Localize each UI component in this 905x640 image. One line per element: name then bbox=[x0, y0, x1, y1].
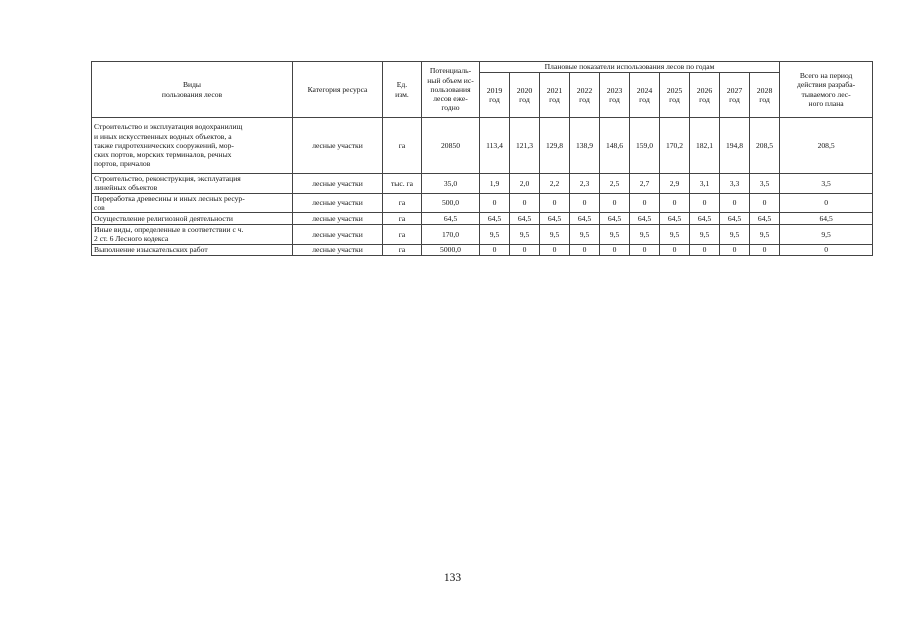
header-year-label: год bbox=[519, 95, 530, 104]
row-name-line: Выполнение изыскательских работ bbox=[94, 244, 208, 254]
header-year-number: 2026 bbox=[696, 85, 713, 95]
row-year-value: 0 bbox=[600, 244, 630, 255]
row-year-value: 208,5 bbox=[750, 118, 780, 174]
row-total: 3,5 bbox=[780, 174, 873, 194]
header-total-line: тываемого лес- bbox=[801, 89, 851, 99]
row-year-value: 0 bbox=[480, 244, 510, 255]
row-year-value: 0 bbox=[720, 193, 750, 213]
header-potential-line: лесов ежe- bbox=[433, 94, 468, 104]
row-year-value: 0 bbox=[630, 244, 660, 255]
header-year bbox=[690, 73, 720, 118]
row-year-value: 9,5 bbox=[750, 225, 780, 245]
header-total-line: действия разраба- bbox=[797, 80, 856, 90]
header-total-line: ного плана bbox=[808, 98, 844, 108]
row-name bbox=[92, 118, 293, 174]
row-year-value: 3,3 bbox=[720, 174, 750, 194]
row-year-value: 0 bbox=[660, 244, 690, 255]
header-year-label: год bbox=[759, 95, 770, 104]
row-name-line: также гидротехнических сооружений, мор- bbox=[94, 140, 234, 150]
header-year-number: 2020 bbox=[516, 85, 533, 95]
row-year-value: 64,5 bbox=[750, 213, 780, 225]
row-unit: га bbox=[383, 244, 422, 255]
header-year-number: 2019 bbox=[486, 85, 503, 95]
row-year-value: 0 bbox=[690, 244, 720, 255]
header-year bbox=[510, 73, 540, 118]
header-type-line: Виды bbox=[182, 80, 202, 90]
row-year-value: 148,6 bbox=[600, 118, 630, 174]
row-category: лесные участки bbox=[293, 213, 383, 225]
row-year-value: 2,0 bbox=[510, 174, 540, 194]
row-total: 0 bbox=[780, 244, 873, 255]
row-year-value: 0 bbox=[690, 193, 720, 213]
row-category: лесные участки bbox=[293, 174, 383, 194]
row-year-value: 194,8 bbox=[720, 118, 750, 174]
table-row bbox=[92, 225, 873, 245]
row-year-value: 0 bbox=[750, 193, 780, 213]
header-year bbox=[480, 73, 510, 118]
row-year-value: 64,5 bbox=[630, 213, 660, 225]
row-year-value: 0 bbox=[540, 244, 570, 255]
table-row bbox=[92, 118, 873, 174]
header-year-label: год bbox=[609, 95, 620, 104]
header-potential bbox=[422, 62, 480, 118]
header-year-label: год bbox=[579, 95, 590, 104]
row-name-line: 2 ст. 6 Лесного кодекса bbox=[94, 234, 169, 244]
header-unit-line: изм. bbox=[395, 89, 409, 99]
row-name-line: Переработка древесины и иных лесных ресур- bbox=[94, 193, 245, 203]
header-year bbox=[720, 73, 750, 118]
header-year-label: год bbox=[549, 95, 560, 104]
row-year-value: 9,5 bbox=[720, 225, 750, 245]
row-unit: га bbox=[383, 193, 422, 213]
row-year-value: 113,4 bbox=[480, 118, 510, 174]
row-unit: га bbox=[383, 225, 422, 245]
row-year-value: 64,5 bbox=[690, 213, 720, 225]
row-year-value: 182,1 bbox=[690, 118, 720, 174]
row-year-value: 9,5 bbox=[630, 225, 660, 245]
row-potential: 64,5 bbox=[422, 213, 480, 225]
row-year-value: 0 bbox=[720, 244, 750, 255]
row-unit: тыс. га bbox=[383, 174, 422, 194]
row-year-value: 0 bbox=[660, 193, 690, 213]
row-name-line: Строительство и эксплуатация водохранилищ bbox=[94, 122, 243, 132]
header-year-number: 2025 bbox=[666, 85, 683, 95]
header-year-label: год bbox=[729, 95, 740, 104]
row-year-value: 64,5 bbox=[600, 213, 630, 225]
header-unit-line: Ед. bbox=[396, 80, 408, 90]
row-total: 208,5 bbox=[780, 118, 873, 174]
row-name bbox=[92, 244, 293, 255]
row-year-value: 64,5 bbox=[660, 213, 690, 225]
header-year bbox=[600, 73, 630, 118]
header-year-number: 2021 bbox=[546, 85, 563, 95]
row-year-value: 2,5 bbox=[600, 174, 630, 194]
table-row bbox=[92, 244, 873, 255]
row-name-line: портов, причалов bbox=[94, 159, 151, 169]
row-year-value: 64,5 bbox=[480, 213, 510, 225]
header-category: Категория ресурса bbox=[293, 62, 383, 118]
row-year-value: 2,7 bbox=[630, 174, 660, 194]
header-potential-line: годно bbox=[441, 103, 460, 113]
row-year-value: 121,3 bbox=[510, 118, 540, 174]
row-total: 9,5 bbox=[780, 225, 873, 245]
header-potential-line: ный объем ис- bbox=[427, 75, 474, 85]
row-name bbox=[92, 193, 293, 213]
header-year-label: год bbox=[639, 95, 650, 104]
row-year-value: 0 bbox=[480, 193, 510, 213]
row-name-line: ских портов, морских терминалов, речных bbox=[94, 150, 232, 160]
page-number: 133 bbox=[443, 572, 462, 584]
row-year-value: 64,5 bbox=[720, 213, 750, 225]
row-year-value: 64,5 bbox=[570, 213, 600, 225]
row-year-value: 3,1 bbox=[690, 174, 720, 194]
row-year-value: 9,5 bbox=[690, 225, 720, 245]
header-year-number: 2027 bbox=[726, 85, 743, 95]
header-potential-line: пользования bbox=[430, 84, 471, 94]
header-year-number: 2023 bbox=[606, 85, 623, 95]
table-row bbox=[92, 193, 873, 213]
row-potential: 500,0 bbox=[422, 193, 480, 213]
row-category: лесные участки bbox=[293, 193, 383, 213]
row-year-value: 0 bbox=[510, 244, 540, 255]
row-category: лесные участки bbox=[293, 118, 383, 174]
row-potential: 5000,0 bbox=[422, 244, 480, 255]
header-total-line: Всего на период bbox=[799, 71, 853, 80]
row-unit: га bbox=[383, 118, 422, 174]
header-type-line: пользования лесов bbox=[161, 89, 223, 99]
row-unit: га bbox=[383, 213, 422, 225]
forest-use-table bbox=[91, 61, 873, 256]
row-year-value: 2,3 bbox=[570, 174, 600, 194]
row-potential: 35,0 bbox=[422, 174, 480, 194]
row-year-value: 2,2 bbox=[540, 174, 570, 194]
row-year-value: 159,0 bbox=[630, 118, 660, 174]
row-year-value: 0 bbox=[570, 244, 600, 255]
row-year-value: 64,5 bbox=[540, 213, 570, 225]
row-name bbox=[92, 213, 293, 225]
header-total bbox=[780, 62, 873, 118]
header-year-label: год bbox=[699, 95, 710, 104]
header-year-label: год bbox=[489, 95, 500, 104]
row-category: лесные участки bbox=[293, 244, 383, 255]
header-year-number: 2024 bbox=[636, 85, 653, 95]
row-year-value: 0 bbox=[750, 244, 780, 255]
row-year-value: 9,5 bbox=[660, 225, 690, 245]
table-row bbox=[92, 213, 873, 225]
row-name-line: линейных объектов bbox=[94, 183, 158, 193]
row-name bbox=[92, 174, 293, 194]
row-year-value: 0 bbox=[540, 193, 570, 213]
row-name-line: Осуществление религиозной деятельности bbox=[94, 213, 233, 223]
header-year-number: 2022 bbox=[576, 85, 593, 95]
header-year bbox=[630, 73, 660, 118]
header-type bbox=[92, 62, 293, 118]
row-name-line: Строительство, реконструкция, эксплуатация bbox=[94, 174, 241, 183]
header-year bbox=[660, 73, 690, 118]
row-year-value: 9,5 bbox=[570, 225, 600, 245]
row-year-value: 1,9 bbox=[480, 174, 510, 194]
row-year-value: 9,5 bbox=[510, 225, 540, 245]
row-potential: 170,0 bbox=[422, 225, 480, 245]
row-year-value: 0 bbox=[630, 193, 660, 213]
row-total: 64,5 bbox=[780, 213, 873, 225]
row-year-value: 0 bbox=[570, 193, 600, 213]
row-year-value: 2,9 bbox=[660, 174, 690, 194]
row-year-value: 0 bbox=[510, 193, 540, 213]
header-year bbox=[750, 73, 780, 118]
row-name-line: сов bbox=[94, 202, 105, 212]
row-year-value: 3,5 bbox=[750, 174, 780, 194]
header-planned: Плановые показатели использования лесов по годам bbox=[480, 62, 780, 73]
header-unit bbox=[383, 62, 422, 118]
row-year-value: 129,8 bbox=[540, 118, 570, 174]
header-potential-line: Потенциаль- bbox=[429, 66, 472, 76]
header-year-number: 2028 bbox=[756, 85, 773, 95]
table-row bbox=[92, 174, 873, 194]
row-year-value: 9,5 bbox=[600, 225, 630, 245]
header-year bbox=[540, 73, 570, 118]
row-year-value: 9,5 bbox=[480, 225, 510, 245]
header-year-label: год bbox=[669, 95, 680, 104]
row-potential: 20850 bbox=[422, 118, 480, 174]
row-name-line: и иных искусственных водных объектов, а bbox=[94, 131, 232, 141]
row-year-value: 0 bbox=[600, 193, 630, 213]
header-year bbox=[570, 73, 600, 118]
row-year-value: 64,5 bbox=[510, 213, 540, 225]
row-year-value: 9,5 bbox=[540, 225, 570, 245]
row-total: 0 bbox=[780, 193, 873, 213]
row-year-value: 170,2 bbox=[660, 118, 690, 174]
row-category: лесные участки bbox=[293, 225, 383, 245]
row-name bbox=[92, 225, 293, 245]
row-name-line: Иные виды, определенные в соответствии с ч. bbox=[94, 225, 244, 234]
row-year-value: 138,9 bbox=[570, 118, 600, 174]
